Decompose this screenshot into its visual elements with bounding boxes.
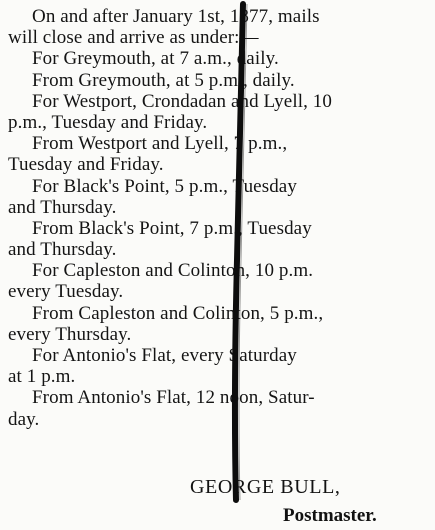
notice-line: will close and arrive as under:— (8, 27, 259, 49)
notice-line: and Thursday. (8, 239, 117, 261)
mail-notice-text (8, 6, 428, 430)
notice-line: every Tuesday. (8, 281, 124, 303)
notice-line: For Greymouth, at 7 a.m., daily. (32, 48, 279, 70)
notice-line: From Black's Point, 7 p.m., Tuesday (32, 217, 312, 239)
notice-line: Tuesday and Friday. (8, 154, 164, 176)
notice-line: For Westport, Crondadan and Lyell, 10 (32, 90, 332, 112)
notice-line: and Thursday. (8, 196, 117, 218)
notice-line: day. (8, 408, 40, 430)
notice-line: at 1 p.m. (8, 366, 76, 388)
notice-line: For Capleston and Colinton, 10 p.m. (32, 260, 314, 282)
notice-line: For Black's Point, 5 p.m., Tuesday (32, 175, 297, 197)
notice-line: For Antonio's Flat, every Saturday (32, 345, 297, 366)
notice-line: On and after January 1st, 1877, mails (32, 6, 320, 27)
signature-title: Postmaster. (283, 505, 377, 526)
signature-name: GEORGE BULL, (190, 476, 341, 498)
notice-line: p.m., Tuesday and Friday. (8, 111, 208, 133)
notice-line: From Westport and Lyell, 7 p.m., (32, 133, 288, 155)
notice-line: From Greymouth, at 5 p.m., daily. (32, 69, 295, 91)
notice-line: From Capleston and Colinton, 5 p.m., (32, 302, 324, 324)
notice-line: From Antonio's Flat, 12 noon, Satur- (32, 387, 315, 409)
notice-line: every Thursday. (8, 323, 132, 345)
